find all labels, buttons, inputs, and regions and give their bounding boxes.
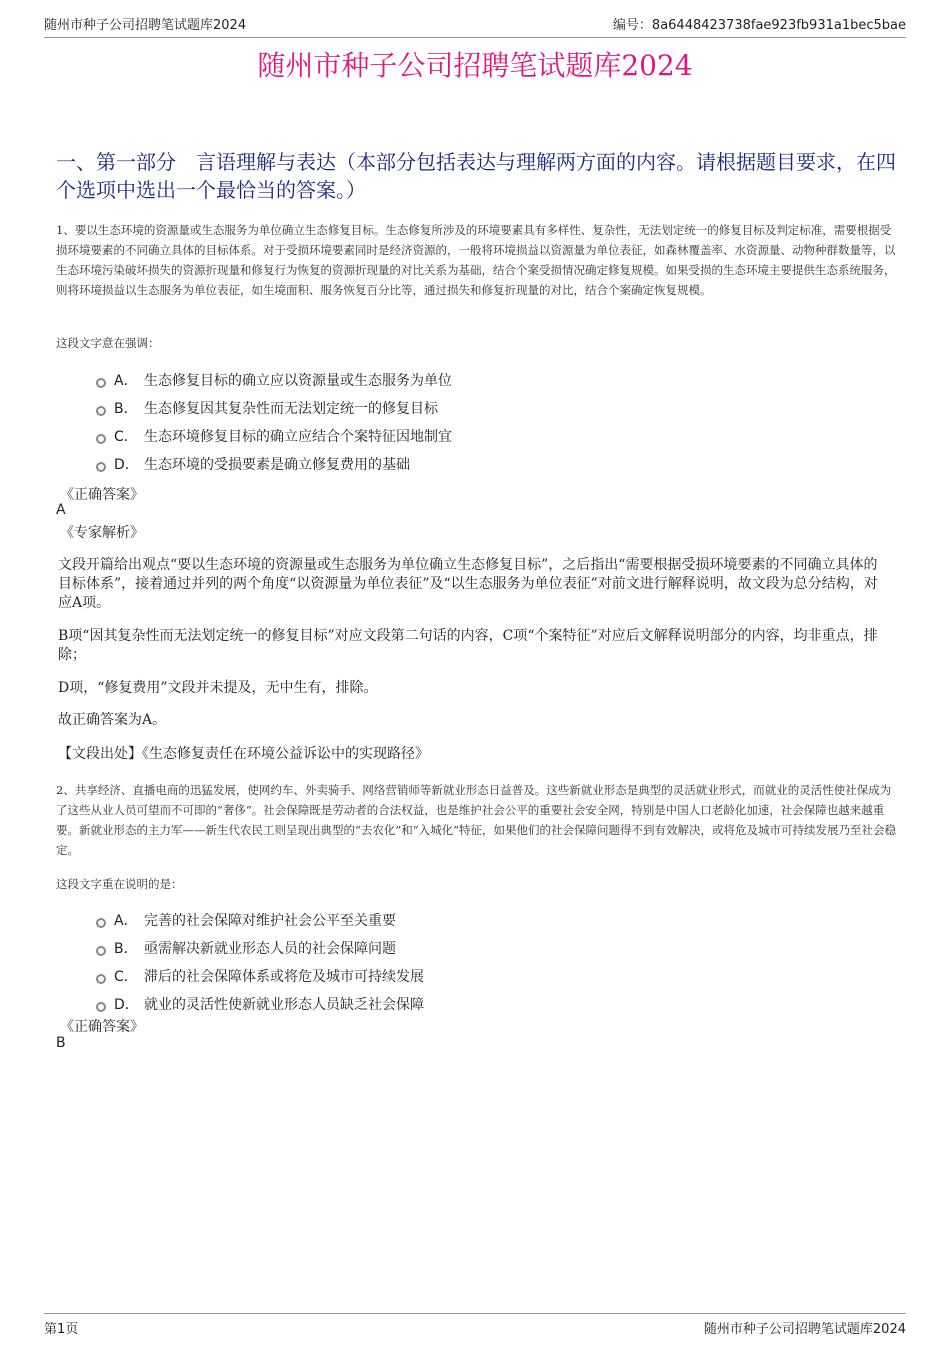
section-title: 一、第一部分 言语理解与表达（本部分包括表达与理解两方面的内容。请根据题目要求，在四个选项中选出一个最恰当的答案。） (56, 150, 896, 202)
option-text: 滞后的社会保障体系或将危及城市可持续发展 (144, 969, 424, 985)
option-text: 生态环境的受损要素是确立修复费用的基础 (144, 457, 410, 473)
option-c[interactable] (96, 962, 876, 990)
option-text: 生态环境修复目标的确立应结合个案特征因地制宜 (144, 429, 452, 445)
option-b[interactable] (96, 394, 876, 422)
question-1-options (96, 366, 876, 478)
analysis-paragraph: B项“因其复杂性而无法划定统一的修复目标”对应文段第二句话的内容，C项“个案特征”对应后文解释说明部分的内容，均非重点，排除； (58, 628, 878, 663)
answer-value: A (56, 502, 66, 518)
question-2-prompt: 这段文字重在说明的是： (56, 877, 183, 891)
radio-icon[interactable] (96, 946, 106, 956)
radio-icon[interactable] (96, 974, 106, 984)
option-key: C． (114, 429, 138, 445)
analysis-paragraph: 故正确答案为A。 (58, 712, 167, 728)
option-key: C． (114, 969, 138, 985)
radio-icon[interactable] (96, 1002, 106, 1012)
option-c[interactable] (96, 422, 876, 450)
analysis-label: 《专家解析》 (60, 525, 144, 541)
page-header (44, 14, 906, 38)
option-key: A． (114, 913, 138, 929)
page-footer (44, 1313, 906, 1337)
footer-title: 随州市种子公司招聘笔试题库2024 (703, 1322, 906, 1337)
option-text: 就业的灵活性使新就业形态人员缺乏社会保障 (144, 997, 424, 1013)
option-key: D． (114, 457, 139, 473)
radio-icon[interactable] (96, 378, 106, 388)
answer-value: B (56, 1035, 66, 1051)
option-a[interactable] (96, 366, 876, 394)
option-key: B． (114, 401, 138, 417)
option-d[interactable] (96, 450, 876, 478)
radio-icon[interactable] (96, 406, 106, 416)
document-title: 随州市种子公司招聘笔试题库2024 (257, 49, 693, 82)
header-title: 随州市种子公司招聘笔试题库2024 (44, 18, 247, 33)
option-text: 生态修复目标的确立应以资源量或生态服务为单位 (144, 373, 452, 389)
option-key: B． (114, 941, 138, 957)
question-1-text: 1、要以生态环境的资源量或生态服务为单位确立生态修复目标。生态修复所涉及的环境要素具有多样性、复杂性，无法划定统一的修复目标及判定标准，需要根据受损环境要素的不同确立具体的目标体系。对于受损环境要素同时是经济资源的，一般将环境损益以资源量为单位表征，如森林覆盖率、水资源量、动物种群数量等，以生态环境污染破坏损失的资源折现量和修复行为恢复的资源折现量的对比关系为基础，结合个案受损情况确定修复规模。如果受损的生态环境主要提供生态系统服务，则将环境损益以生态服务为单位表征，如生境面积、服务恢复百分比等，通过损失和修复折现量的对比，结合个案确定恢复规模。 (56, 223, 896, 297)
option-text: 完善的社会保障对维护社会公平至关重要 (144, 913, 396, 929)
document-id: 编号：8a6448423738fae923fb931a1bec5bae (612, 18, 906, 33)
radio-icon[interactable] (96, 434, 106, 444)
option-key: D． (114, 997, 139, 1013)
source-citation: 【文段出处】《生态修复责任在环境公益诉讼中的实现路径》 (58, 746, 429, 762)
radio-icon[interactable] (96, 462, 106, 472)
option-key: A． (114, 373, 138, 389)
page-number: 第1页 (44, 1322, 79, 1337)
option-text: 亟需解决新就业形态人员的社会保障问题 (144, 941, 396, 957)
option-text: 生态修复因其复杂性而无法划定统一的修复目标 (144, 401, 438, 417)
question-2-options (96, 906, 876, 1018)
answer-label: 《正确答案》 (60, 487, 144, 503)
radio-icon[interactable] (96, 918, 106, 928)
analysis-paragraph: 文段开篇给出观点“要以生态环境的资源量或生态服务为单位确立生态修复目标”，之后指出“需要根据受损环境要素的不同确立具体的目标体系”，接着通过并列的两个角度“以资源量为单位表征”及“以生态服务为单位表征”对前文进行解释说明，故文段为总分结构，对应A项。 (58, 557, 878, 611)
option-b[interactable] (96, 934, 876, 962)
analysis-paragraph: D项，“修复费用”文段并未提及，无中生有，排除。 (58, 680, 378, 696)
question-1-prompt: 这段文字意在强调： (56, 336, 160, 350)
question-2-text: 2、共享经济、直播电商的迅猛发展，使网约车、外卖骑手、网络营销师等新就业形态日益普及。这些新就业形态是典型的灵活就业形式，而就业的灵活性使社保成为了这些从业人员可望而不可即的“奢侈”。社会保障既是劳动者的合法权益，也是维护社会公平的重要社会安全网，特别是中国人口老龄化加速，社会保障也越来越重要。新就业形态的主力军——新生代农民工则呈现出典型的“去农化”和“入城化”特征，如果他们的社会保障问题得不到有效解决，或将危及城市可持续发展乃至社会稳定。 (56, 783, 897, 857)
answer-label: 《正确答案》 (60, 1019, 144, 1035)
option-d[interactable] (96, 990, 876, 1018)
option-a[interactable] (96, 906, 876, 934)
